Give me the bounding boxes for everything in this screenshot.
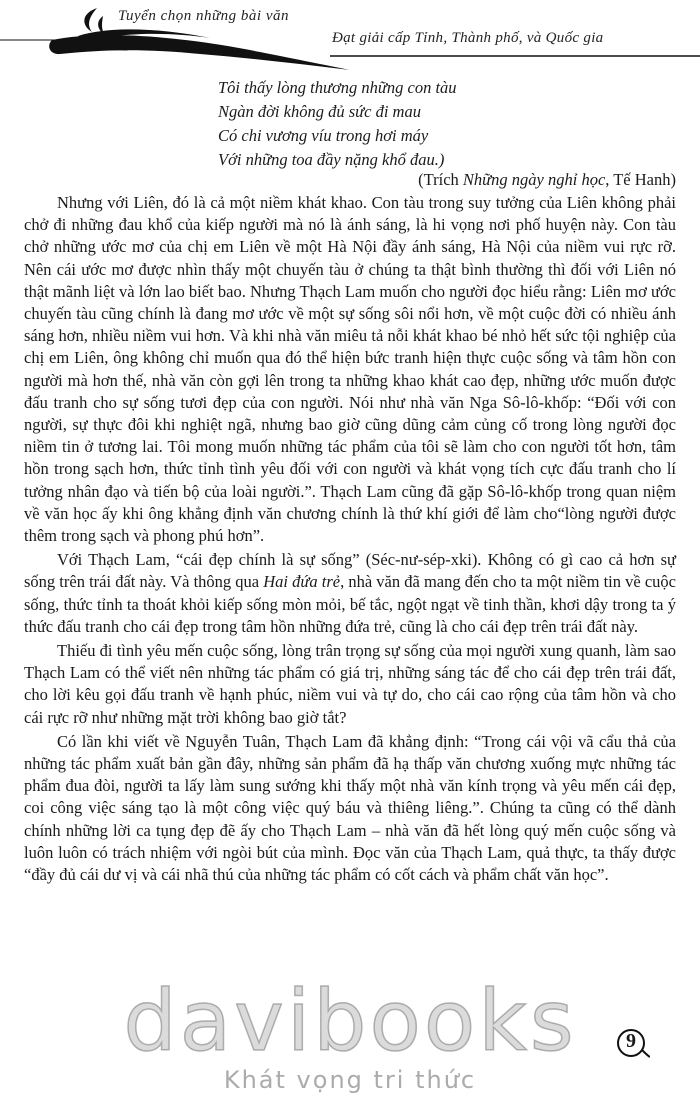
poem-line: Với những toa đầy nặng khổ đau.) (218, 150, 445, 169)
series-subtitle: Đạt giải cấp Tỉnh, Thành phố, và Quốc gia (332, 30, 604, 46)
citation (418, 170, 676, 190)
article-body (24, 192, 676, 888)
poem-line: Có chi vương víu trong hơi máy (218, 126, 429, 145)
page-header (0, 0, 700, 72)
paragraph: Thiếu đi tình yêu mến cuộc sống, lòng trân trọng sự sống của mọi người xung quanh, làm sao Thạch Lam có thể viết nên những tác phẩm có giá trị, những sáng tác để cho cái đẹp trên trái đất, cho lời kêu gọi đấu tranh về hạnh phúc, niềm vui và tự do, cho cái cao rộng của tâm hồn và cho cái rực rỡ như những mặt trời không bao giờ tắt? (24, 641, 676, 727)
poem-excerpt (218, 76, 457, 172)
page-number-text: 9 (626, 1030, 636, 1052)
watermark-tagline: Khát vọng tri thức (223, 1066, 477, 1094)
paragraph (24, 549, 676, 638)
poem-line: Tôi thấy lòng thương những con tàu (218, 78, 457, 97)
page-number (616, 1026, 650, 1060)
citation-suffix: , Tế Hanh) (605, 170, 676, 189)
poem-line: Ngàn đời không đủ sức đi mau (218, 102, 421, 121)
series-title: Tuyển chọn những bài văn (118, 8, 289, 24)
citation-prefix: (Trích (418, 170, 463, 189)
citation-work: Những ngày nghỉ học (462, 170, 606, 189)
paragraph-text: , nhà văn đã mang đến cho ta một niềm tin về cuộc sống, thức tỉnh ta thoát khỏi kiếp sống mòn mỏi, bế tắc, ngột ngạt về tinh thần, khơi dậy trong ta ý thức đấu tranh cho cái đẹp trong tâm hồn những đứa trẻ, cũng là cho cái đẹp trên trái đất này. (24, 572, 676, 636)
paragraph-text: Với Thạch Lam, “cái đẹp chính là sự sống” (Séc-nư-sép-xki). Không có gì cao cả hơn sự sống trên trái đất này. Và thông qua (24, 550, 676, 592)
paragraph: Có lần khi viết về Nguyễn Tuân, Thạch Lam đã khẳng định: “Trong cái vội vã cẩu thả của những tác phẩm xuất bản gần đây, những sản phẩm đã hạ thấp văn chương xuống mực những tác phẩm đua đòi, người ta lấy làm sung sướng khi thấy một nhà văn kính trọng và yêu mến cái đẹp, coi công việc sáng tạo là một công việc quý báu và thiêng liêng.”. Chúng ta cũng có thể dành chính những lời ca tụng đẹp đẽ ấy cho Thạch Lam – nhà văn đã hết lòng quý mến cuộc sống và luôn luôn có trách nhiệm với ngòi bút của mình. Đọc văn của Thạch Lam, quả thực, ta thấy được “đầy đủ cái dư vị và cái nhã thú của những tác phẩm có cốt cách và phẩm chất văn học”. (24, 731, 676, 885)
paragraph: Nhưng với Liên, đó là cả một niềm khát khao. Con tàu trong suy tưởng của Liên không phải chở đi những đau khổ của kiếp người mà nó là ánh sáng, là hi vọng nơi phố huyện này. Con tàu chở những ước mơ của chị em Liên về một Hà Nội đầy ánh sáng, Hà Nội của niềm vui rực rỡ. Nên cái ước mơ được nhìn thấy một chuyến tàu ở chúng ta thật bình thường thì đối với Liên nó thật mãnh liệt và lớn lao biết bao. Nhưng Thạch Lam muốn cho người đọc hiểu rằng: Liên mơ ước chuyến tàu cũng chính là đang mơ ước về một sự sống sôi nổi hơn, về một cuộc đời có nhiều ánh sáng hơn, nhiều niềm vui hơn. Và khi nhà văn miêu tả nỗi khát khao bé nhỏ hết sức tội nghiệp của chị em Liên, ông không chỉ muốn qua đó thể hiện bức tranh hiện thực cuộc sống và tâm hồn con người mà hơn thế, nhà văn còn gợi lên trong ta những khao khát cao đẹp, những ước muốn được đấu tranh cho sự sống tươi đẹp của con người. Nói như nhà văn Nga Sô-lô-khốp: “Đối với con người, sự thực đôi khi nghiệt ngã, nhưng bao giờ cũng dũng cảm củng cố trong lòng người đọc niềm tin ở tương lai. Tôi mong muốn những tác phẩm của tôi sẽ làm cho con người tốt hơn, tâm hồn trong sạch hơn, thức tỉnh tình yêu đối với con người và khát vọng tích cực đấu tranh cho lí tưởng nhân đạo và tiến bộ của loài người.”. Thạch Lam cũng đã gặp Sô-lô-khốp trong quan niệm về văn học ấy khi ông khẳng định văn chương chính là thứ khí giới để làm cho“lòng người được thêm trong sạch và phong phú hơn”. (24, 193, 676, 546)
watermark-brand: davibooks (123, 972, 577, 1070)
work-title: Hai đứa trẻ (263, 572, 341, 592)
